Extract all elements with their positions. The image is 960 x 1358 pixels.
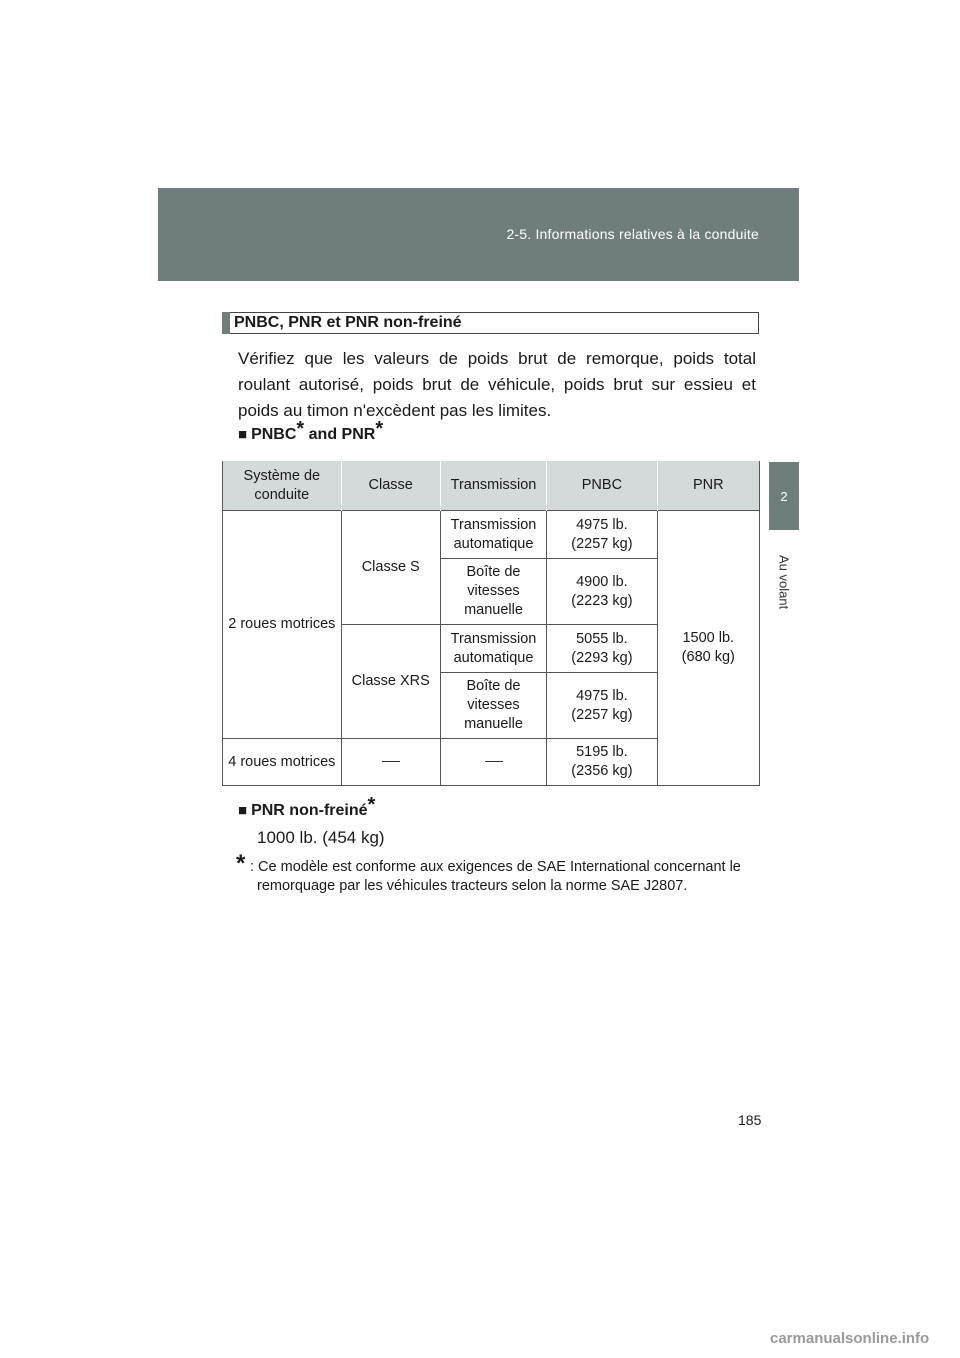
subheading-text-a: PNBC: [251, 426, 297, 443]
square-bullet-icon: ■: [238, 802, 248, 819]
cell-class-none: [341, 739, 440, 786]
page-number: 185: [738, 1112, 762, 1128]
cell-trans-manual: Boîte de vitesses manuelle: [440, 673, 547, 739]
cell-trans-auto: Transmission automatique: [440, 511, 547, 559]
asterisk-icon: *: [236, 850, 246, 877]
asterisk-icon: *: [375, 417, 384, 440]
cell-pnbc: 5055 lb. (2293 kg): [547, 625, 657, 673]
subheading-unbraked: [238, 793, 376, 820]
header-drive: Système de conduite: [223, 461, 342, 511]
cell-drive-2wd: 2 roues motrices: [223, 511, 342, 739]
square-bullet-icon: ■: [238, 426, 248, 443]
section-header-band: [158, 188, 799, 281]
cell-trans-auto: Transmission automatique: [440, 625, 547, 673]
dash-icon: [382, 761, 400, 762]
chapter-tab: [769, 462, 799, 530]
section-header-label: 2-5. Informations relatives à la conduite: [506, 226, 759, 242]
weights-table: [222, 461, 760, 786]
footnote: [236, 850, 758, 896]
unbraked-value: 1000 lb. (454 kg): [257, 828, 385, 847]
subheading-text-b: and PNR: [304, 426, 376, 443]
cell-class-s: Classe S: [341, 511, 440, 625]
chapter-number: 2: [780, 488, 788, 504]
header-transmission: Transmission: [440, 461, 547, 511]
subheading-text: PNR non-freiné: [251, 802, 368, 819]
section-title: PNBC, PNR et PNR non-freiné: [234, 314, 462, 331]
header-pnr: PNR: [657, 461, 759, 511]
cell-pnbc: 5195 lb. (2356 kg): [547, 739, 657, 786]
subheading-pnbc-pnr: [238, 417, 384, 444]
cell-pnbc: 4975 lb. (2257 kg): [547, 511, 657, 559]
cell-drive-4wd: 4 roues motrices: [223, 739, 342, 786]
intro-paragraph: Vérifiez que les valeurs de poids brut de remorque, poids total roulant autorisé, poids brut de véhicule, poids brut sur essieu et poids au timon n'excèdent pas les limites.: [238, 349, 756, 420]
table-row: [223, 511, 760, 559]
table-header-row: [223, 461, 760, 511]
watermark: carmanualsonline.info: [770, 1330, 930, 1347]
section-title-bar: [222, 312, 759, 334]
cell-pnr: 1500 lb. (680 kg): [657, 511, 759, 786]
header-pnbc: PNBC: [547, 461, 657, 511]
cell-pnbc: 4975 lb. (2257 kg): [547, 673, 657, 739]
cell-trans-manual: Boîte de vitesses manuelle: [440, 559, 547, 625]
chapter-label: Au volant: [776, 554, 792, 610]
dash-icon: [485, 761, 503, 762]
asterisk-icon: *: [367, 793, 376, 816]
cell-pnbc: 4900 lb. (2223 kg): [547, 559, 657, 625]
cell-trans-none: [440, 739, 547, 786]
asterisk-icon: *: [296, 417, 305, 440]
cell-class-xrs: Classe XRS: [341, 625, 440, 739]
footnote-text: : Ce modèle est conforme aux exigences de SAE International concernant le remorquage par les véhicules tracteurs selon la norme SAE J2807.: [250, 859, 741, 894]
section-title-marker: [222, 312, 230, 334]
header-class: Classe: [341, 461, 440, 511]
